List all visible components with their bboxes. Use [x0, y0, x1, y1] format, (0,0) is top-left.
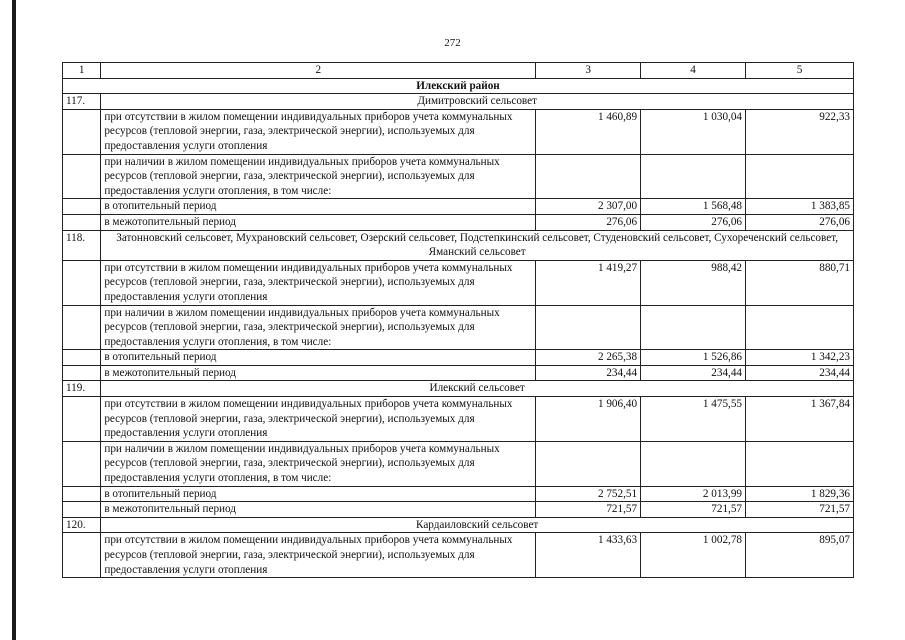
tariff-value: 1 475,55 — [641, 397, 746, 442]
empty-value-cell — [536, 305, 641, 350]
tariff-value: 1 419,27 — [536, 260, 641, 305]
empty-value-cell — [641, 305, 746, 350]
tariff-value: 2 752,51 — [536, 486, 641, 502]
tariff-value: 1 568,48 — [641, 199, 746, 215]
empty-number-cell — [63, 214, 101, 230]
district-title: Илекский район — [63, 78, 854, 94]
empty-number-cell — [63, 533, 101, 578]
section-number: 119. — [63, 381, 101, 397]
heating-period-row — [63, 486, 854, 502]
empty-value-cell — [746, 305, 854, 350]
section-title-row — [63, 381, 854, 397]
row-description: при отсутствии в жилом помещении индивидуальных приборов учета коммунальных ресурсов (тепловой энергии, газа, электрической энергии), используемых для предоставления услуги отопления — [101, 533, 536, 578]
tariff-value: 721,57 — [536, 502, 641, 518]
no-meter-row — [63, 260, 854, 305]
empty-number-cell — [63, 199, 101, 215]
empty-number-cell — [63, 502, 101, 518]
tariff-value: 234,44 — [746, 365, 854, 381]
section-title: Затонновский сельсовет, Мухрановский сельсовет, Озерский сельсовет, Подстепкинский сельсовет, Студеновский сельсовет, Сухореченский сельсовет, Яманский сельсовет — [101, 230, 854, 260]
section-title: Илекский сельсовет — [101, 381, 854, 397]
tariff-value: 880,71 — [746, 260, 854, 305]
section-number: 120. — [63, 517, 101, 533]
empty-value-cell — [641, 441, 746, 486]
empty-number-cell — [63, 260, 101, 305]
row-description: при наличии в жилом помещении индивидуальных приборов учета коммунальных ресурсов (тепловой энергии, газа, электрической энергии), используемых для предоставления услуги отопления, в том числе: — [101, 441, 536, 486]
tariff-value: 1 829,36 — [746, 486, 854, 502]
empty-number-cell — [63, 350, 101, 366]
empty-value-cell — [746, 441, 854, 486]
with-meter-row — [63, 305, 854, 350]
tariff-value: 276,06 — [536, 214, 641, 230]
empty-value-cell — [641, 154, 746, 199]
tariff-table — [62, 62, 854, 578]
section-number: 118. — [63, 230, 101, 260]
row-description: при наличии в жилом помещении индивидуальных приборов учета коммунальных ресурсов (тепловой энергии, газа, электрической энергии), используемых для предоставления услуги отопления, в том числе: — [101, 154, 536, 199]
empty-value-cell — [746, 154, 854, 199]
column-number: 5 — [746, 63, 854, 79]
column-number-header-row — [63, 63, 854, 79]
row-description: в межотопительный период — [101, 214, 536, 230]
section-number: 117. — [63, 94, 101, 110]
column-number: 3 — [536, 63, 641, 79]
row-description: в межотопительный период — [101, 365, 536, 381]
tariff-value: 1 433,63 — [536, 533, 641, 578]
section-title-row — [63, 94, 854, 110]
no-meter-row — [63, 533, 854, 578]
tariff-value: 1 367,84 — [746, 397, 854, 442]
section-title: Димитровский сельсовет — [101, 94, 854, 110]
tariff-value: 922,33 — [746, 109, 854, 154]
row-description: в межотопительный период — [101, 502, 536, 518]
row-description: при отсутствии в жилом помещении индивидуальных приборов учета коммунальных ресурсов (тепловой энергии, газа, электрической энергии), используемых для предоставления услуги отопления — [101, 260, 536, 305]
row-description: в отопительный период — [101, 486, 536, 502]
non-heating-period-row — [63, 214, 854, 230]
empty-number-cell — [63, 397, 101, 442]
row-description: в отопительный период — [101, 199, 536, 215]
empty-number-cell — [63, 109, 101, 154]
tariff-value: 1 460,89 — [536, 109, 641, 154]
column-number: 4 — [641, 63, 746, 79]
tariff-value: 1 342,23 — [746, 350, 854, 366]
tariff-value: 721,57 — [746, 502, 854, 518]
tariff-value: 1 002,78 — [641, 533, 746, 578]
empty-value-cell — [536, 441, 641, 486]
tariff-value: 2 307,00 — [536, 199, 641, 215]
tariff-value: 234,44 — [536, 365, 641, 381]
tariff-value: 988,42 — [641, 260, 746, 305]
tariff-value: 895,07 — [746, 533, 854, 578]
tariff-value: 2 265,38 — [536, 350, 641, 366]
heating-period-row — [63, 199, 854, 215]
column-number: 1 — [63, 63, 101, 79]
empty-number-cell — [63, 154, 101, 199]
tariff-value: 1 906,40 — [536, 397, 641, 442]
row-description: при наличии в жилом помещении индивидуальных приборов учета коммунальных ресурсов (тепловой энергии, газа, электрической энергии), используемых для предоставления услуги отопления, в том числе: — [101, 305, 536, 350]
row-description: при отсутствии в жилом помещении индивидуальных приборов учета коммунальных ресурсов (тепловой энергии, газа, электрической энергии), используемых для предоставления услуги отопления — [101, 109, 536, 154]
district-row — [63, 78, 854, 94]
tariff-value: 276,06 — [641, 214, 746, 230]
tariff-value: 234,44 — [641, 365, 746, 381]
row-description: в отопительный период — [101, 350, 536, 366]
non-heating-period-row — [63, 365, 854, 381]
heating-period-row — [63, 350, 854, 366]
no-meter-row — [63, 109, 854, 154]
tariff-value: 721,57 — [641, 502, 746, 518]
empty-number-cell — [63, 441, 101, 486]
column-number: 2 — [101, 63, 536, 79]
scan-edge-bar — [12, 0, 16, 640]
tariff-value: 1 030,04 — [641, 109, 746, 154]
empty-value-cell — [536, 154, 641, 199]
tariff-value: 1 526,86 — [641, 350, 746, 366]
tariff-value: 2 013,99 — [641, 486, 746, 502]
page-number: 272 — [444, 37, 461, 49]
non-heating-period-row — [63, 502, 854, 518]
row-description: при отсутствии в жилом помещении индивидуальных приборов учета коммунальных ресурсов (тепловой энергии, газа, электрической энергии), используемых для предоставления услуги отопления — [101, 397, 536, 442]
empty-number-cell — [63, 486, 101, 502]
empty-number-cell — [63, 305, 101, 350]
with-meter-row — [63, 441, 854, 486]
with-meter-row — [63, 154, 854, 199]
no-meter-row — [63, 397, 854, 442]
tariff-value: 1 383,85 — [746, 199, 854, 215]
tariff-value: 276,06 — [746, 214, 854, 230]
empty-number-cell — [63, 365, 101, 381]
section-title-row — [63, 517, 854, 533]
section-title-row — [63, 230, 854, 260]
section-title: Кардаиловский сельсовет — [101, 517, 854, 533]
